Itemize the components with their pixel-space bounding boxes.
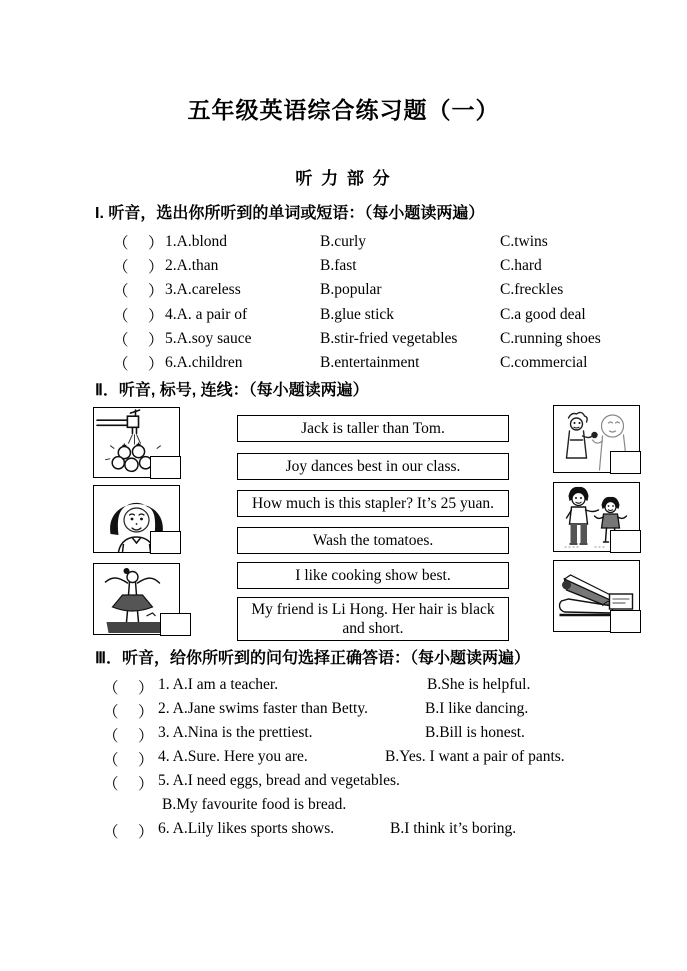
answer-bracket: （ ） bbox=[113, 283, 166, 301]
response-a: 1. A.I am a teacher. bbox=[158, 676, 279, 693]
answer-bracket: （ ） bbox=[113, 307, 166, 325]
option-a: 4.A. a pair of bbox=[165, 305, 248, 323]
response-a: 6. A.Lily likes sports shows. bbox=[158, 820, 335, 837]
option-c: C.twins bbox=[500, 233, 548, 251]
response-b: B.She is helpful. bbox=[427, 676, 531, 693]
option-c: C.commercial bbox=[500, 354, 588, 372]
picture-frame-right-3 bbox=[553, 560, 640, 632]
response-row-5-line-b bbox=[95, 796, 680, 820]
response-b: B.My favourite food is bread. bbox=[162, 796, 347, 813]
response-a: 5. A.I need eggs, bread and vegetables. bbox=[158, 772, 400, 789]
response-a: 2. A.Jane swims faster than Betty. bbox=[158, 700, 368, 717]
listening-section-title: 听 力 部 分 bbox=[295, 169, 392, 188]
response-row-1 bbox=[95, 676, 680, 700]
option-b: B.fast bbox=[320, 257, 357, 275]
option-c: C.hard bbox=[500, 257, 542, 275]
option-a: 1.A.blond bbox=[165, 233, 227, 251]
option-row-6 bbox=[113, 351, 673, 375]
option-c: C.freckles bbox=[500, 281, 564, 299]
answer-bracket: （ ） bbox=[103, 824, 156, 841]
sentence-box-6: My friend is Li Hong. Her hair is black and short. bbox=[237, 597, 509, 641]
option-b: B.curly bbox=[320, 233, 367, 251]
option-row-4 bbox=[113, 303, 673, 327]
response-a: 3. A.Nina is the prettiest. bbox=[158, 724, 313, 741]
part3-items bbox=[95, 676, 680, 844]
answer-bracket: （ ） bbox=[113, 259, 166, 277]
option-row-1 bbox=[113, 230, 673, 254]
option-b: B.popular bbox=[320, 281, 382, 299]
option-a: 6.A.children bbox=[165, 354, 243, 372]
answer-box[interactable] bbox=[610, 451, 641, 474]
answer-box[interactable] bbox=[610, 610, 641, 633]
response-a: 4. A.Sure. Here you are. bbox=[158, 748, 308, 765]
response-row-3 bbox=[95, 724, 680, 748]
picture-frame-right-1 bbox=[553, 405, 640, 473]
sentence-box-3: How much is this stapler? It’s 25 yuan. bbox=[237, 490, 509, 517]
sentence-box-4: Wash the tomatoes. bbox=[237, 527, 509, 554]
option-row-3 bbox=[113, 278, 673, 302]
option-b: B.stir-fried vegetables bbox=[320, 329, 458, 347]
answer-bracket: （ ） bbox=[103, 776, 156, 793]
sentence-box-2: Joy dances best in our class. bbox=[237, 453, 509, 480]
answer-box[interactable] bbox=[610, 530, 641, 553]
response-b: B.I like dancing. bbox=[425, 700, 529, 717]
option-c: C.a good deal bbox=[500, 305, 586, 323]
answer-bracket: （ ） bbox=[103, 728, 156, 745]
sentence-box-5: I like cooking show best. bbox=[237, 562, 509, 589]
option-b: B.glue stick bbox=[320, 305, 395, 323]
option-c: C.running shoes bbox=[500, 329, 601, 347]
response-row-4 bbox=[95, 748, 680, 772]
picture-frame-left-3 bbox=[93, 563, 180, 635]
answer-box[interactable] bbox=[160, 613, 191, 636]
answer-bracket: （ ） bbox=[113, 331, 166, 349]
response-b: B.I think it’s boring. bbox=[390, 820, 517, 837]
part3-heading: Ⅲ．听音，给你所听到的问句选择正确答语：（每小题读两遍） bbox=[95, 650, 531, 667]
option-row-2 bbox=[113, 254, 673, 278]
part2-heading: Ⅱ．听音, 标号, 连线：（每小题读两遍） bbox=[95, 382, 369, 399]
option-row-5 bbox=[113, 327, 673, 351]
answer-bracket: （ ） bbox=[103, 704, 156, 721]
option-a: 2.A.than bbox=[165, 257, 219, 275]
picture-frame-right-2 bbox=[553, 482, 640, 552]
answer-bracket: （ ） bbox=[103, 752, 156, 769]
answer-box[interactable] bbox=[150, 531, 181, 554]
option-a: 5.A.soy sauce bbox=[165, 329, 252, 347]
response-row-6 bbox=[95, 820, 680, 844]
answer-bracket: （ ） bbox=[113, 235, 166, 253]
part1-options bbox=[113, 230, 673, 375]
picture-frame-left-1 bbox=[93, 407, 180, 478]
picture-frame-left-2 bbox=[93, 485, 180, 553]
answer-box[interactable] bbox=[150, 456, 181, 479]
option-b: B.entertainment bbox=[320, 354, 420, 372]
response-row-5-line-a bbox=[95, 772, 680, 796]
response-b: B.Yes. I want a pair of pants. bbox=[385, 748, 565, 765]
page-title: 五年级英语综合练习题（一） bbox=[187, 97, 500, 123]
response-row-2 bbox=[95, 700, 680, 724]
option-a: 3.A.careless bbox=[165, 281, 241, 299]
answer-bracket: （ ） bbox=[113, 356, 166, 374]
answer-bracket: （ ） bbox=[103, 680, 156, 697]
part1-heading: I. 听音，选出你所听到的单词或短语：（每小题读两遍） bbox=[95, 205, 485, 222]
response-b: B.Bill is honest. bbox=[425, 724, 525, 741]
sentence-box-1: Jack is taller than Tom. bbox=[237, 415, 509, 442]
